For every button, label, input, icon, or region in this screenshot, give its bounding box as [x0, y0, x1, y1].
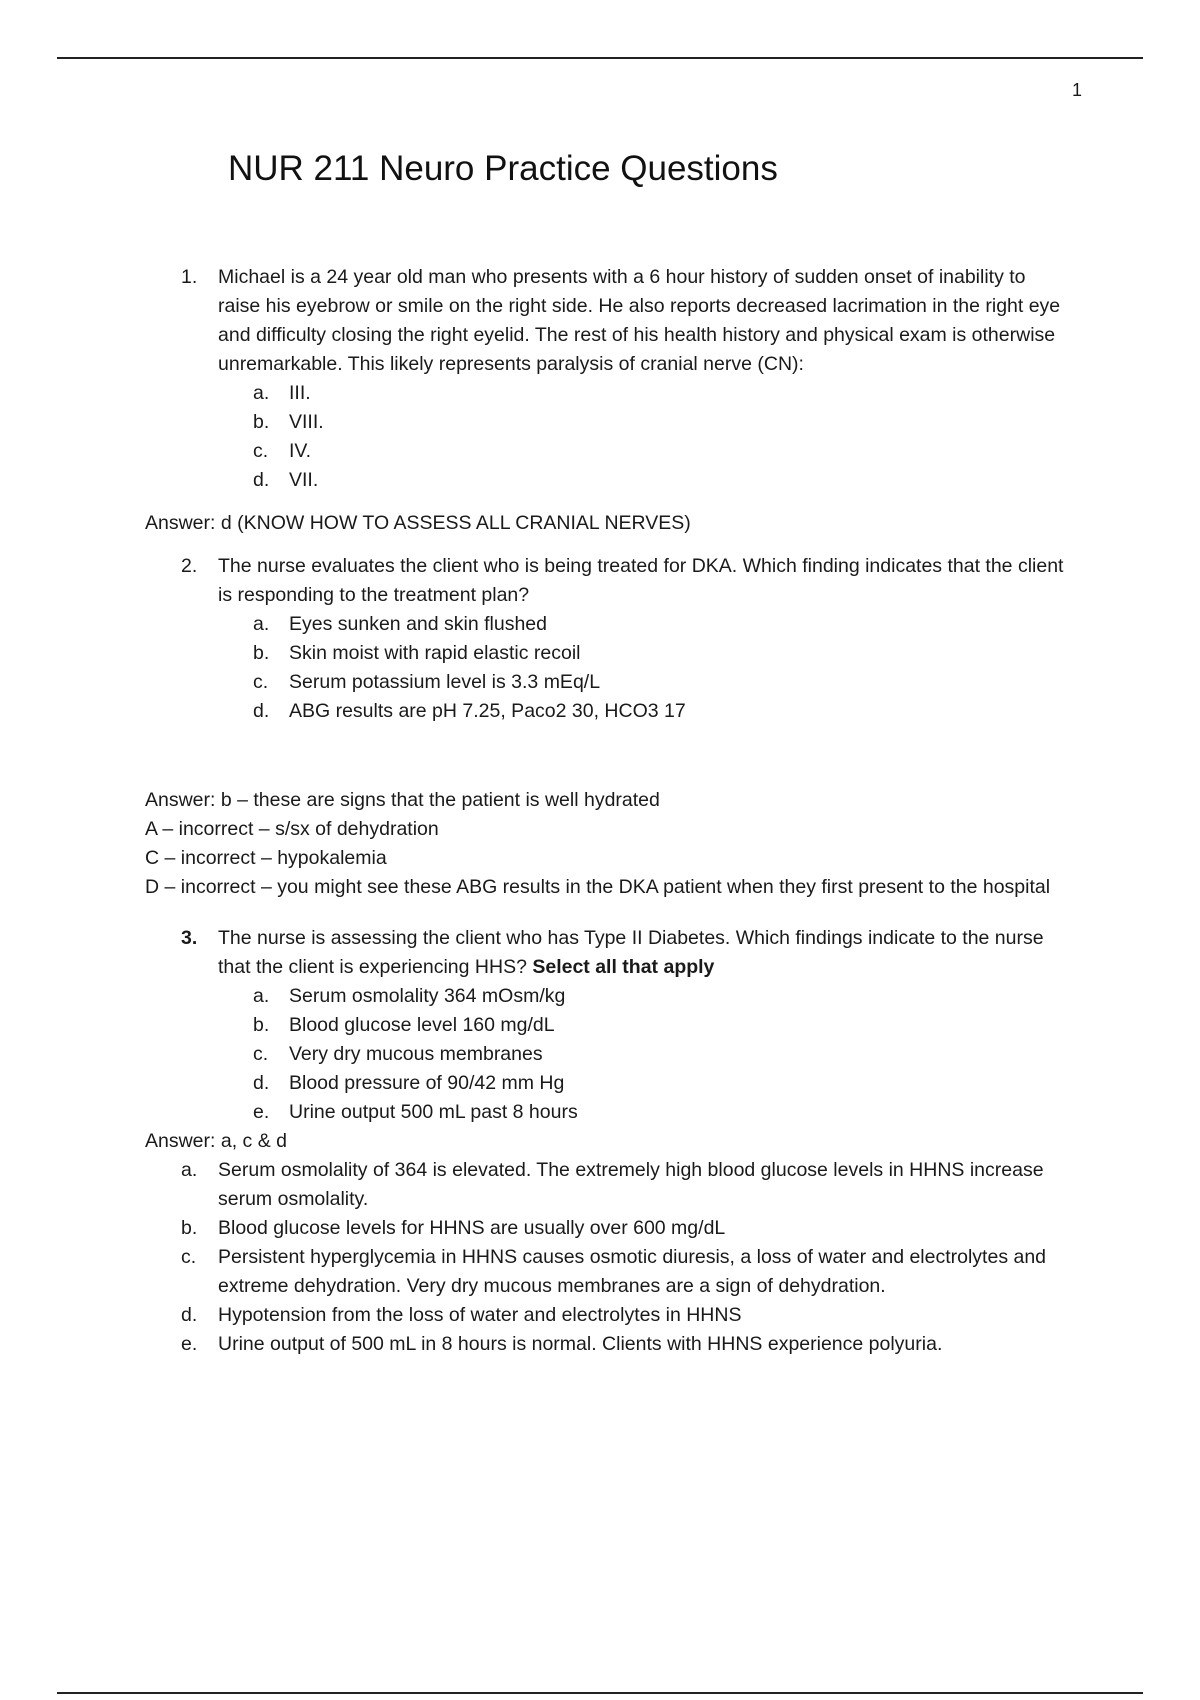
- option-letter: c.: [253, 1043, 269, 1065]
- option-text: IV.: [289, 440, 312, 462]
- question-text: The nurse is assessing the client who has Type II Diabetes. Which findings indicate to the nurse that the client is experiencing HHS?: [218, 927, 1044, 978]
- question-number: 1.: [181, 266, 198, 288]
- question-number: 3.: [181, 927, 198, 949]
- option-c: [145, 437, 1065, 466]
- explanation-letter: d.: [181, 1304, 198, 1326]
- question-2: [145, 552, 1065, 902]
- question-3: [145, 924, 1065, 1359]
- document-body: [145, 263, 1065, 1359]
- footer-rule: [57, 1692, 1143, 1694]
- option-text: III.: [289, 382, 311, 404]
- explanation-text: Urine output of 500 mL in 8 hours is normal. Clients with HHNS experience polyuria.: [218, 1333, 943, 1355]
- question-text: The nurse evaluates the client who is being treated for DKA. Which finding indicates that the client is responding to the treatment plan?: [218, 555, 1064, 606]
- explanation-b: [145, 1214, 1065, 1243]
- option-text: Urine output 500 mL past 8 hours: [289, 1101, 578, 1123]
- explanation-letter: e.: [181, 1333, 198, 1355]
- option-text: ABG results are pH 7.25, Paco2 30, HCO3 17: [289, 700, 686, 722]
- explanation-letter: a.: [181, 1159, 198, 1181]
- option-letter: d.: [253, 1072, 270, 1094]
- option-letter: b.: [253, 1014, 270, 1036]
- option-letter: a.: [253, 985, 270, 1007]
- option-letter: a.: [253, 613, 270, 635]
- option-c: [145, 668, 1065, 697]
- option-letter: b.: [253, 642, 270, 664]
- header-rule: [57, 57, 1143, 59]
- explanation-letter: b.: [181, 1217, 198, 1239]
- answer-explanations: [145, 1156, 1065, 1359]
- question-stem: [145, 924, 1065, 982]
- answer-key: Answer: a, c & d: [145, 1130, 287, 1152]
- answer-options: [145, 610, 1065, 726]
- explanation-letter: c.: [181, 1246, 197, 1268]
- option-d: [145, 1069, 1065, 1098]
- explanation-e: [145, 1330, 1065, 1359]
- option-letter: d.: [253, 700, 270, 722]
- option-text: Blood glucose level 160 mg/dL: [289, 1014, 555, 1036]
- option-d: [145, 466, 1065, 495]
- question-number: 2.: [181, 555, 198, 577]
- rationale-a: A – incorrect – s/sx of dehydration: [145, 818, 439, 840]
- explanation-d: [145, 1301, 1065, 1330]
- option-a: [145, 982, 1065, 1011]
- explanation-text: Persistent hyperglycemia in HHNS causes osmotic diuresis, a loss of water and electrolytes and extreme dehydration. Very dry mucous membranes are a sign of dehydration.: [218, 1246, 1047, 1297]
- explanation-text: Serum osmolality of 364 is elevated. The extremely high blood glucose levels in HHNS increase serum osmolality.: [218, 1159, 1044, 1210]
- option-text: Skin moist with rapid elastic recoil: [289, 642, 581, 664]
- question-text: Michael is a 24 year old man who presents with a 6 hour history of sudden onset of inability to raise his eyebrow or smile on the right side. He also reports decreased lacrimation in the right eye and difficulty closing the right eyelid. The rest of his health history and physical exam is otherwise unremarkable. This likely represents paralysis of cranial nerve (CN):: [218, 266, 1061, 375]
- option-text: Very dry mucous membranes: [289, 1043, 543, 1065]
- page-number: 1: [1071, 80, 1082, 100]
- option-letter: c.: [253, 440, 269, 462]
- option-text: Serum potassium level is 3.3 mEq/L: [289, 671, 601, 693]
- select-all-instruction: Select all that apply: [532, 956, 715, 978]
- option-text: Eyes sunken and skin flushed: [289, 613, 547, 635]
- option-b: [145, 408, 1065, 437]
- explanation-a: [145, 1156, 1065, 1214]
- answer-options: [145, 379, 1065, 495]
- question-stem: [145, 263, 1065, 379]
- option-text: Blood pressure of 90/42 mm Hg: [289, 1072, 565, 1094]
- option-b: [145, 1011, 1065, 1040]
- option-a: [145, 610, 1065, 639]
- option-b: [145, 639, 1065, 668]
- question-text-wrapper: [218, 924, 1065, 982]
- option-letter: a.: [253, 382, 270, 404]
- rationale-d: D – incorrect – you might see these ABG results in the DKA patient when they first present to the hospital: [145, 876, 1051, 898]
- rationale-c: C – incorrect – hypokalemia: [145, 847, 387, 869]
- option-letter: d.: [253, 469, 270, 491]
- option-letter: e.: [253, 1101, 270, 1123]
- answer-options: [145, 982, 1065, 1127]
- option-c: [145, 1040, 1065, 1069]
- option-text: VIII.: [289, 411, 324, 433]
- answer-key: Answer: b – these are signs that the patient is well hydrated: [145, 789, 660, 811]
- question-1: [145, 263, 1065, 538]
- option-e: [145, 1098, 1065, 1127]
- document-title: NUR 211 Neuro Practice Questions: [228, 149, 778, 188]
- explanation-text: Hypotension from the loss of water and electrolytes in HHNS: [218, 1304, 742, 1326]
- explanation-c: [145, 1243, 1065, 1301]
- explanation-text: Blood glucose levels for HHNS are usually over 600 mg/dL: [218, 1217, 726, 1239]
- option-d: [145, 697, 1065, 726]
- option-a: [145, 379, 1065, 408]
- option-text: Serum osmolality 364 mOsm/kg: [289, 985, 566, 1007]
- option-letter: b.: [253, 411, 270, 433]
- answer-key: Answer: d (KNOW HOW TO ASSESS ALL CRANIAL NERVES): [145, 512, 691, 534]
- option-letter: c.: [253, 671, 269, 693]
- option-text: VII.: [289, 469, 319, 491]
- question-stem: [145, 552, 1065, 610]
